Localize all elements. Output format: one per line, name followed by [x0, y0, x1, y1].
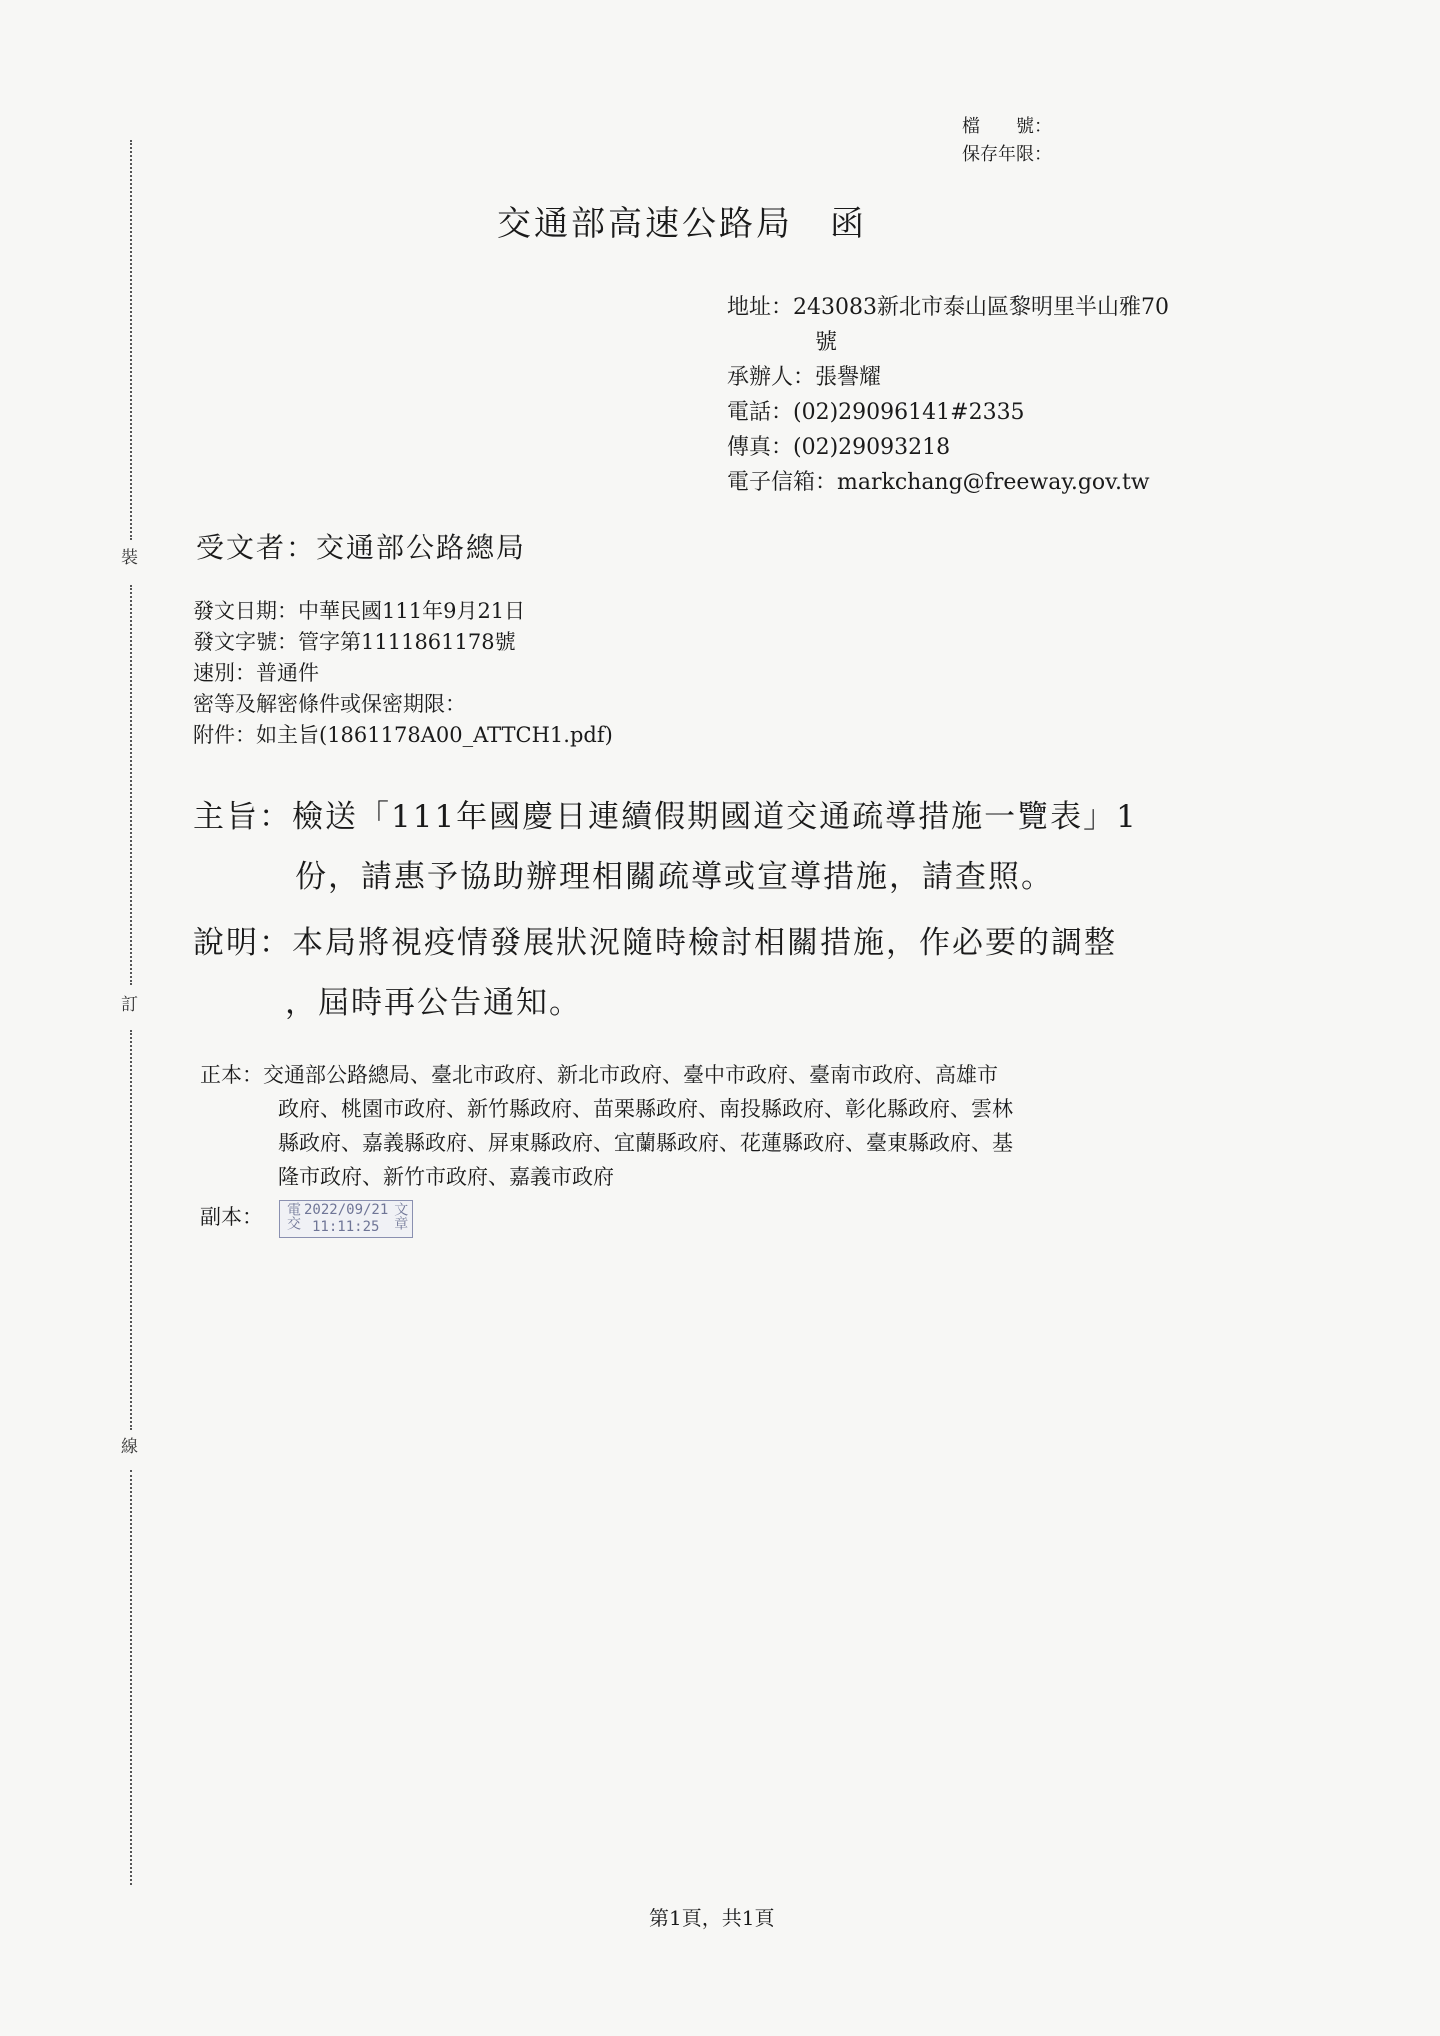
electronic-seal-stamp [279, 1200, 413, 1238]
recipient: 受文者：交通部公路總局 [196, 531, 527, 564]
sender-email: 電子信箱：markchang@freeway.gov.tw [727, 470, 1150, 495]
binding-mark-bottom: 線 [121, 1437, 138, 1457]
binding-mark-top: 裝 [121, 548, 138, 568]
sender-info [727, 290, 1169, 500]
explanation [193, 914, 1117, 1032]
stamp-date: 2022/09/21 [304, 1202, 389, 1218]
sender-address-cont: 號 [815, 330, 838, 355]
explanation-line-1: 說明：本局將視疫情發展狀況隨時檢討相關措施，作必要的調整 [193, 925, 1117, 961]
sender-phone: 電話：(02)29096141#2335 [727, 400, 1025, 425]
sender-fax: 傳真：(02)29093218 [727, 435, 951, 460]
original-recipients-line-4: 隆市政府、新竹市政府、嘉義市政府 [278, 1165, 614, 1189]
secrecy-level: 密等及解密條件或保密期限： [193, 692, 466, 716]
binding-dotted-line-middle [130, 585, 132, 985]
issue-date: 發文日期：中華民國111年9月21日 [193, 599, 526, 623]
copy-recipients-label: 副本： [200, 1205, 263, 1229]
subject [193, 788, 1138, 906]
binding-dotted-line-top [130, 140, 132, 540]
attachment: 附件：如主旨(1861178A00_ATTCH1.pdf) [193, 723, 613, 747]
original-recipients-line-3: 縣政府、嘉義縣政府、屏東縣政府、宜蘭縣政府、花蓮縣政府、臺東縣政府、基 [278, 1131, 1013, 1155]
document-meta [193, 596, 613, 751]
page-number: 第1頁，共1頁 [649, 1906, 775, 1930]
retention-label: 保存年限： [962, 144, 1052, 165]
sender-handler: 承辦人：張譽耀 [727, 365, 882, 390]
stamp-timestamp [304, 1202, 388, 1236]
stamp-time: 11:11:25 [312, 1219, 380, 1235]
original-recipients-line-1: 正本：交通部公路總局、臺北市政府、新北市政府、臺中市政府、臺南市政府、高雄市 [200, 1063, 998, 1087]
file-number-label: 檔 號： [962, 116, 1052, 137]
binding-dotted-line-bottom [130, 1470, 132, 1885]
original-recipients-line-2: 政府、桃園市政府、新竹縣政府、苗栗縣政府、南投縣政府、彰化縣政府、雲林 [278, 1097, 1013, 1121]
file-meta [962, 113, 1070, 169]
document-title: 交通部高速公路局 函 [497, 204, 867, 244]
stamp-right-chars: 文章 [392, 1202, 409, 1230]
explanation-line-2: ，屆時再公告通知。 [285, 985, 582, 1021]
stamp-left-chars: 電交 [285, 1202, 301, 1230]
binding-mark-middle: 訂 [121, 995, 138, 1015]
binding-dotted-line-lower [130, 1030, 132, 1430]
subject-line-1: 主旨：檢送「111年國慶日連續假期國道交通疏導措施一覽表」1 [193, 799, 1138, 835]
subject-line-2: 份，請惠予協助辦理相關疏導或宣導措施，請查照。 [295, 859, 1054, 895]
sender-address: 地址：243083新北市泰山區黎明里半山雅70 [727, 295, 1169, 320]
delivery-speed: 速別：普通件 [193, 661, 319, 685]
issue-number: 發文字號：管字第1111861178號 [193, 630, 516, 654]
